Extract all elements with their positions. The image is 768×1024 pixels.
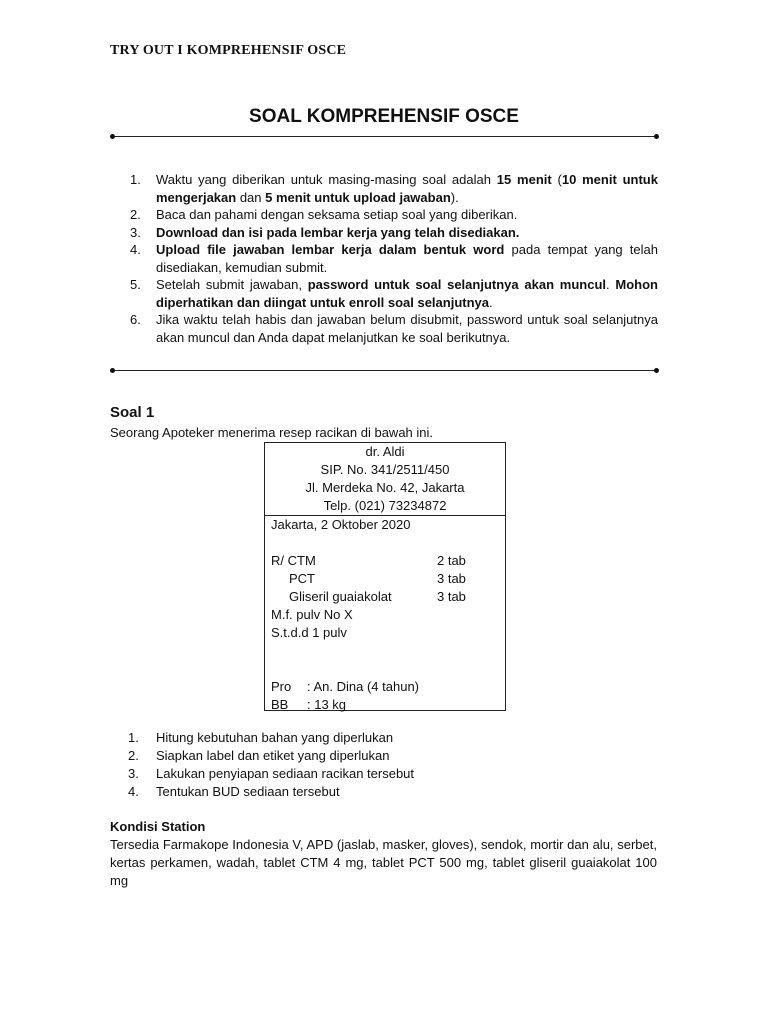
prescription-box: [264, 442, 506, 711]
recipe-symbol: R/: [271, 553, 284, 568]
doctor-address: Jl. Merdeka No. 42, Jakarta: [305, 480, 465, 495]
prescription-body: [265, 516, 505, 710]
instruction-text: Upload file jawaban lembar kerja dalam bentuk word: [156, 242, 505, 257]
task-text: Lakukan penyiapan sediaan racikan tersebut: [156, 766, 415, 781]
instruction-number: 4.: [130, 242, 141, 257]
instruction-text: Waktu yang diberikan untuk masing-masing soal adalah: [156, 172, 497, 187]
weight-value: : 13 kg: [307, 697, 347, 712]
instruction-text: 15 menit: [496, 172, 552, 187]
prescription-signa: S.t.d.d 1 pulv: [271, 625, 347, 640]
task-item: [128, 783, 414, 801]
instruction-text: Mohon diperhatikan dan diingat untuk enroll soal selanjutnya: [156, 277, 658, 310]
drug-name: CTM: [287, 553, 316, 568]
prescription-mf: M.f. pulv No X: [271, 607, 353, 622]
instruction-text: Setelah submit jawaban,: [156, 277, 308, 292]
task-list: [128, 729, 414, 801]
weight-row: [271, 696, 505, 714]
instruction-text: Baca dan pahami dengan seksama setiap soal yang diberikan.: [156, 207, 518, 222]
instruction-item: [130, 224, 658, 242]
task-number: 3.: [128, 766, 139, 781]
instruction-item: [130, 241, 658, 276]
divider-top: [113, 136, 656, 137]
page-title: SOAL KOMPREHENSIF OSCE: [249, 106, 519, 127]
instruction-text: dan: [236, 189, 266, 205]
task-number: 2.: [128, 748, 139, 763]
doctor-name: dr. Aldi: [365, 444, 405, 459]
drug-quantity: 2 tab: [437, 553, 466, 568]
instruction-text: .: [489, 294, 493, 310]
station-text: Tersedia Farmakope Indonesia V, APD (jaslab, masker, gloves), sendok, mortir dan alu, serbet, kertas perkamen, wadah, tablet CTM 4 mg, tablet PCT 500 mg, tablet gliseril guaiakolat 100 mg: [110, 837, 657, 888]
drug-name: PCT: [289, 571, 315, 586]
instruction-number: 5.: [130, 277, 141, 292]
instruction-number: 6.: [130, 312, 141, 327]
instruction-number: 1.: [130, 172, 141, 187]
instruction-text: .: [606, 277, 616, 292]
instruction-text: (: [551, 172, 562, 187]
prescription-item: [271, 552, 505, 570]
patient-row: [271, 678, 505, 696]
task-item: [128, 729, 414, 747]
task-text: Tentukan BUD sediaan tersebut: [156, 784, 340, 799]
instruction-item: [130, 171, 658, 206]
document-header: TRY OUT I KOMPREHENSIF OSCE: [110, 43, 347, 58]
prescription-date: Jakarta, 2 Oktober 2020: [271, 517, 411, 532]
instruction-number: 3.: [130, 224, 141, 240]
drug-name: Gliseril guaiakolat: [289, 589, 392, 604]
instruction-text: Jika waktu telah habis dan jawaban belum disubmit, password untuk soal selanjutnya akan muncul dan Anda dapat melanjutkan ke soal berikutnya.: [156, 312, 658, 345]
drug-quantity: 3 tab: [437, 589, 466, 604]
instruction-number: 2.: [130, 207, 141, 222]
prescription-items: [271, 552, 505, 606]
task-number: 1.: [128, 730, 139, 745]
task-text: Siapkan label dan etiket yang diperlukan: [156, 748, 390, 763]
instruction-text: ).: [450, 189, 459, 205]
doctor-sip: SIP. No. 341/2511/450: [320, 462, 450, 477]
drug-quantity: 3 tab: [437, 571, 466, 586]
instruction-item: [130, 206, 658, 224]
prescription-header: [265, 443, 505, 516]
weight-label: BB: [271, 697, 289, 712]
divider-bottom: [113, 370, 656, 371]
instruction-text: 5 menit untuk upload jawaban: [265, 189, 451, 205]
instruction-item: [130, 276, 658, 311]
task-item: [128, 765, 414, 783]
patient-label: Pro: [271, 679, 292, 694]
station-title: Kondisi Station: [110, 819, 206, 834]
task-item: [128, 747, 414, 765]
task-number: 4.: [128, 784, 139, 799]
prescription-item: [271, 570, 505, 588]
task-text: Hitung kebutuhan bahan yang diperlukan: [156, 730, 394, 745]
instruction-text: 10 menit untuk mengerjakan: [156, 172, 658, 205]
patient-value: : An. Dina (4 tahun): [307, 679, 420, 694]
question-intro: Seorang Apoteker menerima resep racikan di bawah ini.: [110, 425, 434, 440]
doctor-phone: Telp. (021) 73234872: [323, 498, 447, 513]
prescription-item: [271, 588, 505, 606]
instructions-list: [130, 171, 658, 346]
instruction-text: password untuk soal selanjutnya akan muncul: [307, 277, 606, 292]
instruction-item: [130, 311, 658, 346]
instruction-text: pada tempat yang telah disediakan, kemudian submit.: [156, 242, 658, 275]
instruction-text: Download dan isi pada lembar kerja yang telah disediakan.: [156, 224, 520, 240]
question-title: Soal 1: [110, 404, 155, 421]
